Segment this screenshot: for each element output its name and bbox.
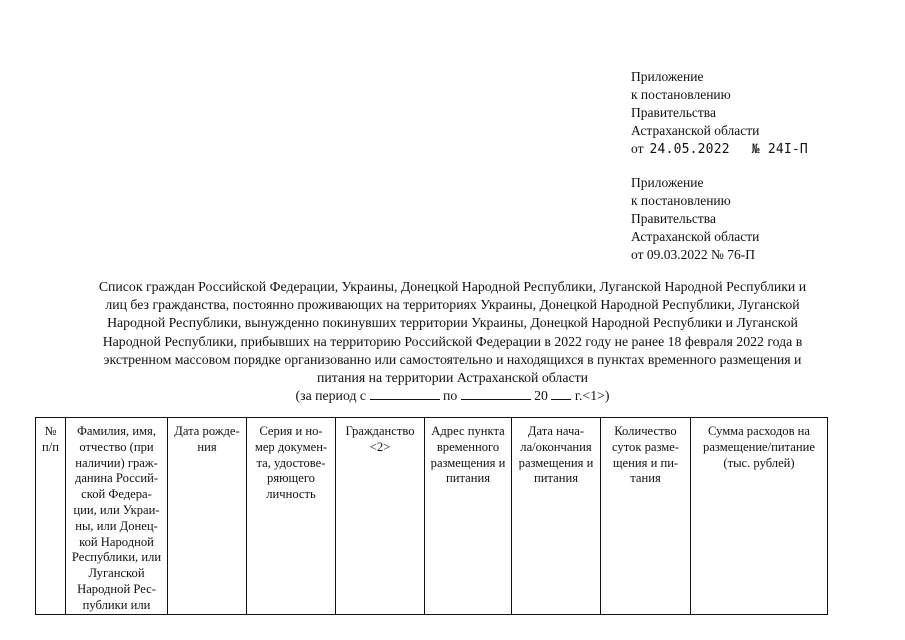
title-line: Народной Республики, вынужденно покинувших территории Украины, Донецкой Народной Республики и Луганской	[107, 315, 798, 331]
table-header-row	[36, 418, 828, 615]
appendix-block-current	[631, 68, 808, 159]
period-start-blank	[370, 386, 440, 400]
citizens-table	[35, 417, 828, 615]
period-to-word: по	[442, 388, 458, 403]
appendix-line: Правительства	[631, 105, 716, 120]
period-close-text: г.<1>)	[574, 388, 610, 403]
document-title	[30, 278, 875, 387]
appendix-line: от 09.03.2022 № 76-П	[631, 247, 755, 262]
period-year-prefix: 20	[534, 388, 548, 403]
appendix-from-word: от	[631, 141, 644, 156]
column-header-full-name: Фамилия, имя, отчество (при наличии) граж- данина Россий- ской Федера- ции, или Украи- ны, или Донец- кой Народной Республики, или Луганской Народной Рес- публики или	[66, 418, 168, 615]
appendix-number: № 24I-П	[751, 142, 808, 157]
appendix-line: Приложение	[631, 69, 704, 84]
appendix-line: Правительства	[631, 211, 716, 226]
appendix-block-previous	[631, 174, 759, 264]
period-year-blank	[551, 386, 571, 400]
column-header-days: Количество суток разме- щения и пи- тания	[601, 418, 691, 615]
appendix-date: 24.05.2022	[649, 142, 730, 157]
title-line: Список граждан Российской Федерации, Украины, Донецкой Народной Республики, Луганской Народной Республики и	[98, 279, 807, 294]
period-open-text: (за период с	[295, 388, 367, 403]
appendix-line: Астраханской области	[631, 123, 760, 138]
appendix-date-line	[631, 140, 808, 159]
column-header-birth-date: Дата рожде- ния	[168, 418, 247, 615]
appendix-line: Приложение	[631, 175, 704, 190]
title-line: Народной Республики, прибывших на территорию Российской Федерации в 2022 году не ранее 18 февраля 2022 года в	[102, 333, 803, 349]
title-line: питания на территории Астраханской области	[317, 370, 588, 386]
appendix-line: к постановлению	[631, 87, 731, 102]
period-end-blank	[461, 386, 531, 400]
title-line: экстренном массовом порядке организованно или самостоятельно и находящихся в пунктах временного размещения и	[103, 351, 802, 367]
column-header-dates: Дата нача- ла/окончания размещения и питания	[512, 418, 601, 615]
column-header-number: № п/п	[36, 418, 66, 615]
column-header-address: Адрес пункта временного размещения и питания	[425, 418, 512, 615]
appendix-line: к постановлению	[631, 193, 731, 208]
column-header-citizenship: Гражданство <2>	[336, 418, 425, 615]
title-line: лиц без гражданства, постоянно проживающих на территориях Украины, Донецкой Народной Республики, Луганской	[105, 297, 800, 313]
appendix-line: Астраханской области	[631, 229, 760, 244]
column-header-identity-document: Серия и но- мер докумен- та, удостове- ряющего личность	[247, 418, 336, 615]
column-header-expenses: Сумма расходов на размещение/питание (тыс. рублей)	[691, 418, 828, 615]
period-line	[0, 386, 905, 405]
